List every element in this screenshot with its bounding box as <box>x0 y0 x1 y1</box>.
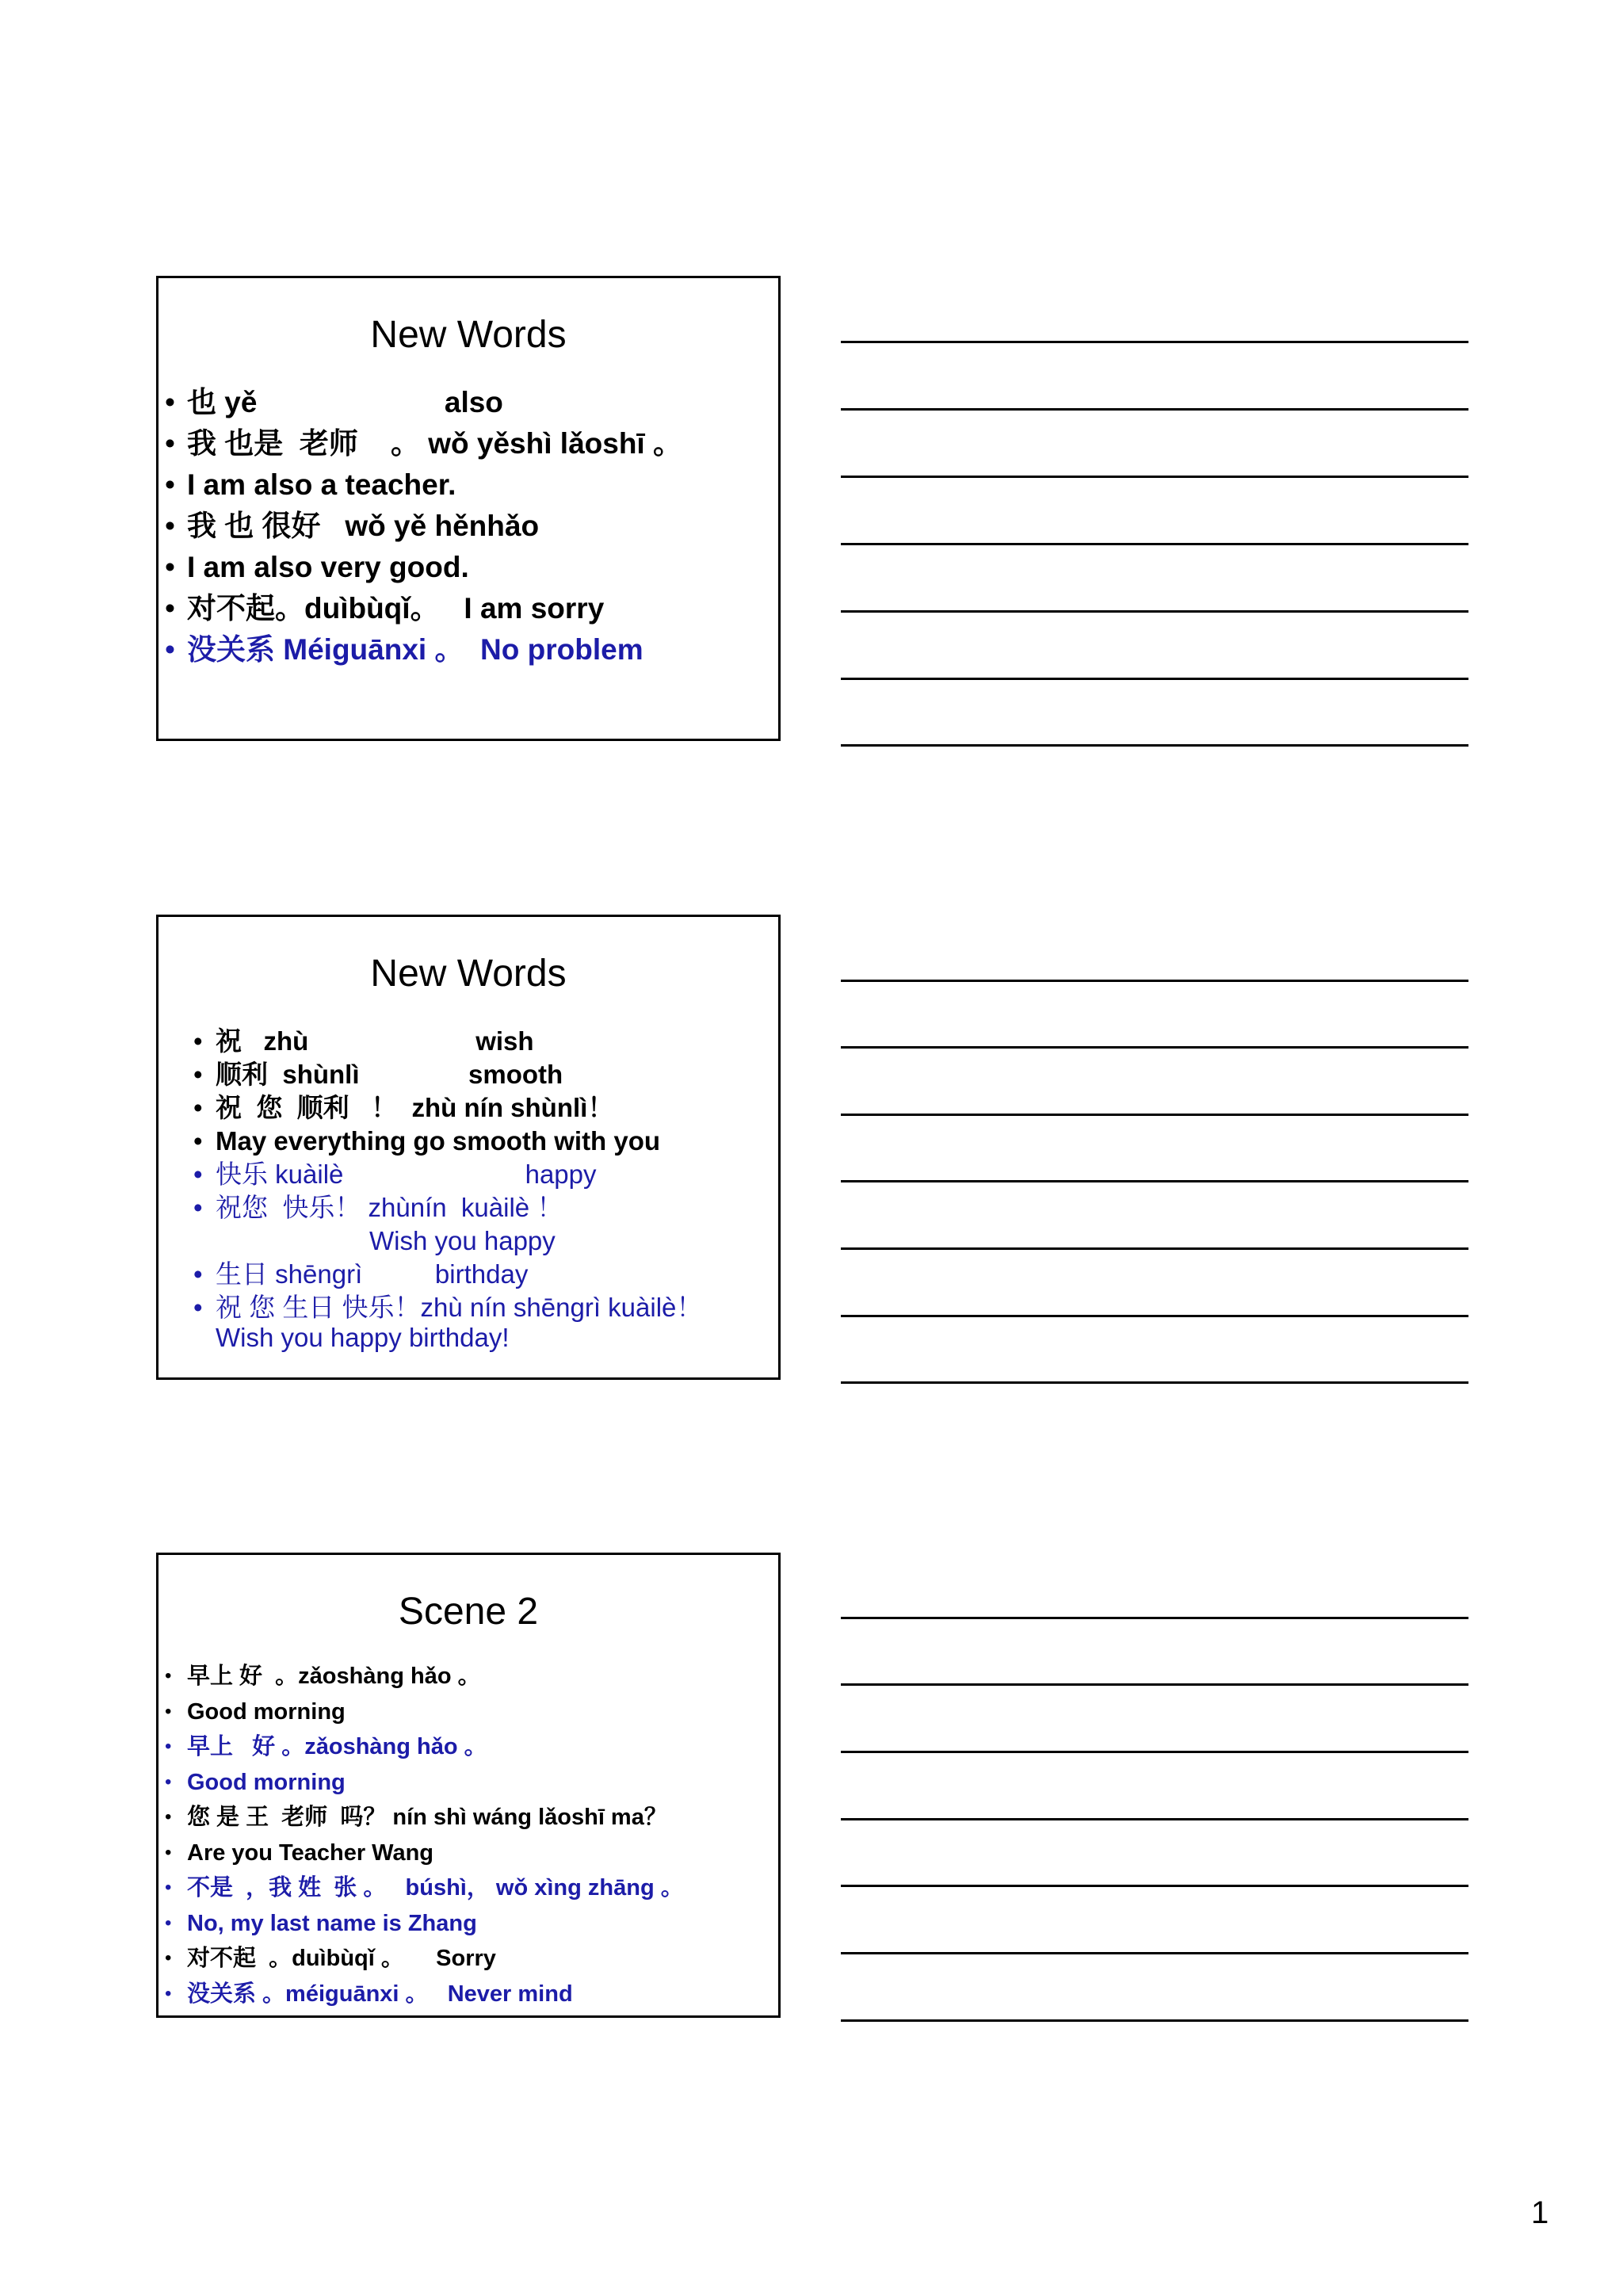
bullet-item: • I am also a teacher. <box>165 464 682 506</box>
note-line <box>841 408 1468 411</box>
bullet-icon: • <box>193 1259 203 1289</box>
note-line <box>841 610 1468 613</box>
bullet-icon: • <box>165 1736 172 1757</box>
bullet-icon: • <box>193 1126 203 1156</box>
bullet-item: • Are you Teacher Wang <box>165 1836 684 1871</box>
note-line <box>841 341 1468 343</box>
bullet-item: • 快乐 kuàilè happy <box>193 1158 702 1191</box>
bullet-icon: • <box>193 1193 203 1222</box>
note-line <box>841 476 1468 478</box>
bullet-continuation: Wish you happy <box>369 1226 556 1255</box>
bullet-item: • 对不起 。duìbùqǐ 。 Sorry <box>165 1941 684 1977</box>
bullet-icon: • <box>165 1947 172 1969</box>
note-line <box>841 1114 1468 1116</box>
bullet-item: • 祝 zhù wish <box>193 1025 702 1058</box>
bullet-item: • Good morning <box>165 1765 684 1801</box>
bullet-icon: • <box>165 1665 172 1687</box>
bullet-icon: • <box>193 1293 203 1322</box>
bullet-item: • I am also very good. <box>165 547 682 588</box>
bullet-icon: • <box>165 386 175 418</box>
bullet-continuation: Wish you happy birthday! <box>216 1323 510 1352</box>
bullet-item: • 祝 您 生日 快乐！zhù nín shēngrì kuàilè！ <box>193 1291 702 1324</box>
bullet-icon: • <box>165 427 175 460</box>
bullet-item: • No, my last name is Zhang <box>165 1906 684 1942</box>
bullet-item: • 我 也 很好 wǒ yě hěnhǎo <box>165 506 682 547</box>
bullet-list <box>165 382 682 670</box>
note-line <box>841 744 1468 747</box>
bullet-icon: • <box>165 633 175 666</box>
bullet-icon: • <box>193 1060 203 1089</box>
bullet-icon: • <box>165 1700 172 1722</box>
bullet-item: • 生日 shēngrì birthday <box>193 1258 702 1291</box>
bullet-icon: • <box>193 1026 203 1056</box>
bullet-icon: • <box>165 1877 172 1898</box>
note-line <box>841 980 1468 982</box>
note-line <box>841 1751 1468 1753</box>
bullet-item: • 祝您 快乐！ zhùnín kuàilè ！ <box>193 1191 702 1224</box>
note-line <box>841 1885 1468 1887</box>
note-line <box>841 1381 1468 1384</box>
bullet-icon: • <box>165 1806 172 1828</box>
bullet-item: • 早上 好 。zǎoshàng hǎo 。 <box>165 1659 684 1694</box>
bullet-icon: • <box>165 592 175 625</box>
page-number: 1 <box>1531 2195 1549 2230</box>
slide-1 <box>156 276 781 741</box>
bullet-item: • 没关系 。méiguānxi 。 Never mind <box>165 1977 684 2012</box>
slide-2 <box>156 915 781 1380</box>
slide-title: New Words <box>370 953 567 995</box>
bullet-icon: • <box>165 510 175 542</box>
note-line <box>841 1247 1468 1250</box>
note-line <box>841 1683 1468 1686</box>
bullet-item: • 也 yě also <box>165 382 682 423</box>
bullet-list <box>193 1025 702 1351</box>
bullet-icon: • <box>165 1982 172 2004</box>
bullet-item: • 顺利 shùnlì smooth <box>193 1058 702 1091</box>
slide-title: Scene 2 <box>398 1591 539 1633</box>
note-line <box>841 1617 1468 1619</box>
bullet-item: • 不是 ，我 姓 张 。 búshì， wǒ xìng zhāng 。 <box>165 1870 684 1906</box>
note-line <box>841 1818 1468 1820</box>
note-line <box>841 1952 1468 1954</box>
slide-title: New Words <box>370 314 567 356</box>
bullet-item: • 对不起。duìbùqǐ。 I am sorry <box>165 588 682 629</box>
bullet-item: • 早上 好 。zǎoshàng hǎo 。 <box>165 1729 684 1765</box>
bullet-item: • 祝 您 顺利 ！ zhù nín shùnlì！ <box>193 1091 702 1125</box>
bullet-icon: • <box>165 1841 172 1863</box>
bullet-item: • May everything go smooth with you <box>193 1125 702 1158</box>
note-line <box>841 1046 1468 1049</box>
bullet-item: • 您 是 王 老师 吗？ nín shì wáng lǎoshī ma？ <box>165 1800 684 1836</box>
bullet-icon: • <box>165 468 175 501</box>
bullet-item: • 没关系 Méiguānxi 。 No problem <box>165 629 682 670</box>
bullet-list <box>165 1659 684 2011</box>
bullet-item: • Good morning <box>165 1694 684 1730</box>
bullet-icon: • <box>193 1159 203 1189</box>
slide-3 <box>156 1553 781 2018</box>
bullet-icon: • <box>165 1771 172 1793</box>
note-line <box>841 1315 1468 1317</box>
bullet-icon: • <box>193 1093 203 1122</box>
note-line <box>841 1180 1468 1182</box>
bullet-item: • 我 也是 老师 。 wǒ yěshì lǎoshī 。 <box>165 423 682 464</box>
note-line <box>841 2019 1468 2022</box>
bullet-icon: • <box>165 551 175 583</box>
note-line <box>841 678 1468 680</box>
note-line <box>841 543 1468 545</box>
bullet-icon: • <box>165 1912 172 1934</box>
